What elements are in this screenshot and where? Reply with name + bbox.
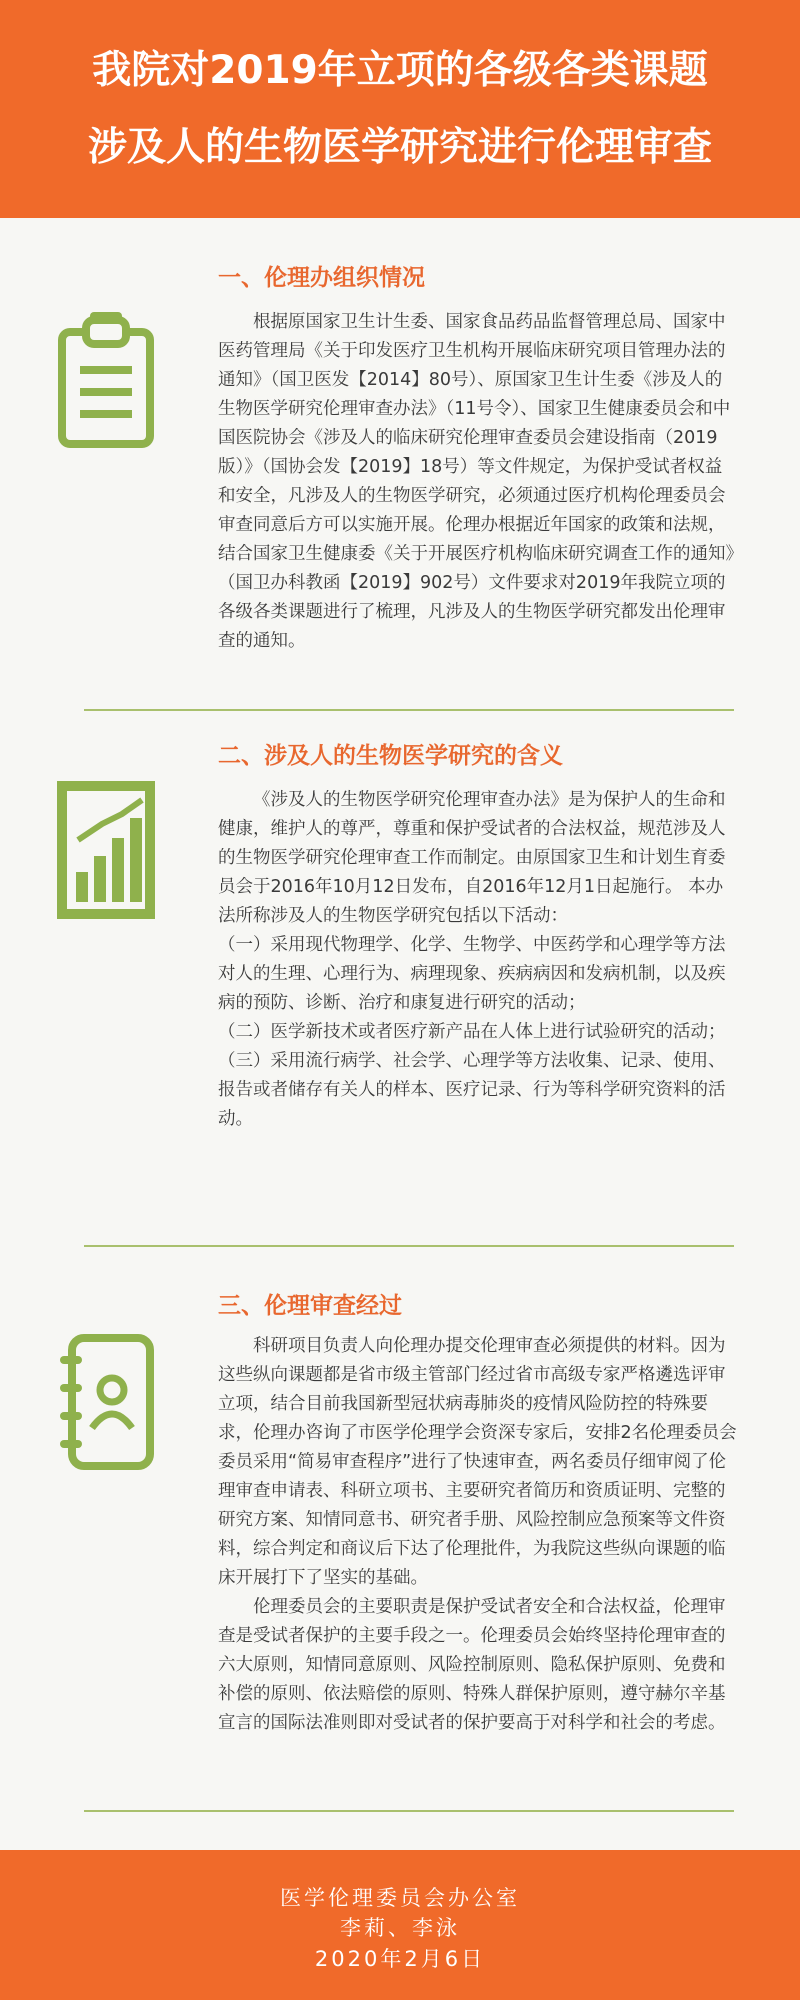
header-banner [0,0,800,218]
paragraph: 根据原国家卫生计生委、国家食品药品监督管理总局、国家中医药管理局《关于印发医疗卫生机构开展临床研究项目管理办法的通知》（国卫医发【2014】80号）、原国家卫生计生委《涉及人的生物医学研究伦理审查办法》（11号令）、国家卫生健康委员会和中国医院协会《涉及人的临床研究伦理审查委员会建设指南（2019版）》（国协会发【2019】18号）等文件规定，为保护受试者权益和安全，凡涉及人的生物医学研究，必须通过医疗机构伦理委员会审查同意后方可以实施开展。伦理办根据近年国家的政策和法规，结合国家卫生健康委《关于开展医疗机构临床研究调查工作的通知》（国卫办科教函【2019】902号）文件要求对2019年我院立项的各级各类课题进行了梳理，凡涉及人的生物医学研究都发出伦理审查的通知。 [218,312,735,651]
section-divider [84,1245,734,1247]
page-title-line-2: 涉及人的生物医学研究进行伦理审查 [87,125,712,170]
list-item: （三）采用流行病学、社会学、心理学等方法收集、记录、使用、报告或者储存有关人的样本、医疗记录、行为等科学研究资料的活动。 [218,1051,726,1129]
footer-date: 2020年2月6日 [314,1947,486,1971]
paragraph: 科研项目负责人向伦理办提交伦理审查必须提供的材料。因为这些纵向课题都是省市级主管部门经过省市高级专家严格遴选评审立项，结合目前我国新型冠状病毒肺炎的疫情风险防控的特殊要求，伦理办咨询了市医学伦理学会资深专家后，安排2名伦理委员会委员采用“简易审查程序”进行了快速审查，两名委员仔细审阅了伦理审查申请表、科研立项书、主要研究者简历和资质证明、完整的研究方案、知情同意书、研究者手册、风险控制应急预案等文件资料，综合判定和商议后下达了伦理批件，为我院这些纵向课题的临床开展打下了坚实的基础。 [218,1336,737,1588]
section-title: 一、伦理办组织情况 [218,265,425,291]
notebook-icon [56,1332,156,1472]
section-title: 二、涉及人的生物医学研究的含义 [218,743,563,769]
section-body [218,1332,738,1738]
section-body [218,786,738,1134]
page-title-line-1: 我院对2019年立项的各级各类课题 [92,48,708,93]
footer-banner [0,1850,800,2000]
section-body [218,308,738,656]
footer-authors: 李莉、李泳 [340,1916,460,1940]
section-divider [84,1810,734,1812]
paragraph: 《涉及人的生物医学研究伦理审查办法》是为保护人的生命和健康，维护人的尊严，尊重和保护受试者的合法权益，规范涉及人的生物医学研究伦理审查工作而制定。由原国家卫生和计划生育委员会于2016年10月12日发布，自2016年12月1日起施行。 本办法所称涉及人的生物医学研究包括以下活动： [218,790,726,926]
bar-chart-icon [56,780,156,920]
clipboard-icon [56,310,156,450]
paragraph: 伦理委员会的主要职责是保护受试者安全和合法权益，伦理审查是受试者保护的主要手段之一。伦理委员会始终坚持伦理审查的六大原则，知情同意原则、风险控制原则、隐私保护原则、免费和补偿的原则、依法赔偿的原则、特殊人群保护原则，遵守赫尔辛基宣言的国际法准则即对受试者的保护要高于对科学和社会的考虑。 [218,1597,726,1733]
footer-office: 医学伦理委员会办公室 [280,1886,520,1910]
section-divider [84,709,734,711]
list-item: （二）医学新技术或者医疗新产品在人体上进行试验研究的活动； [218,1022,726,1042]
section-title: 三、伦理审查经过 [218,1293,402,1319]
list-item: （一）采用现代物理学、化学、生物学、中医药学和心理学等方法对人的生理、心理行为、病理现象、疾病病因和发病机制，以及疾病的预防、诊断、治疗和康复进行研究的活动； [218,935,726,1013]
